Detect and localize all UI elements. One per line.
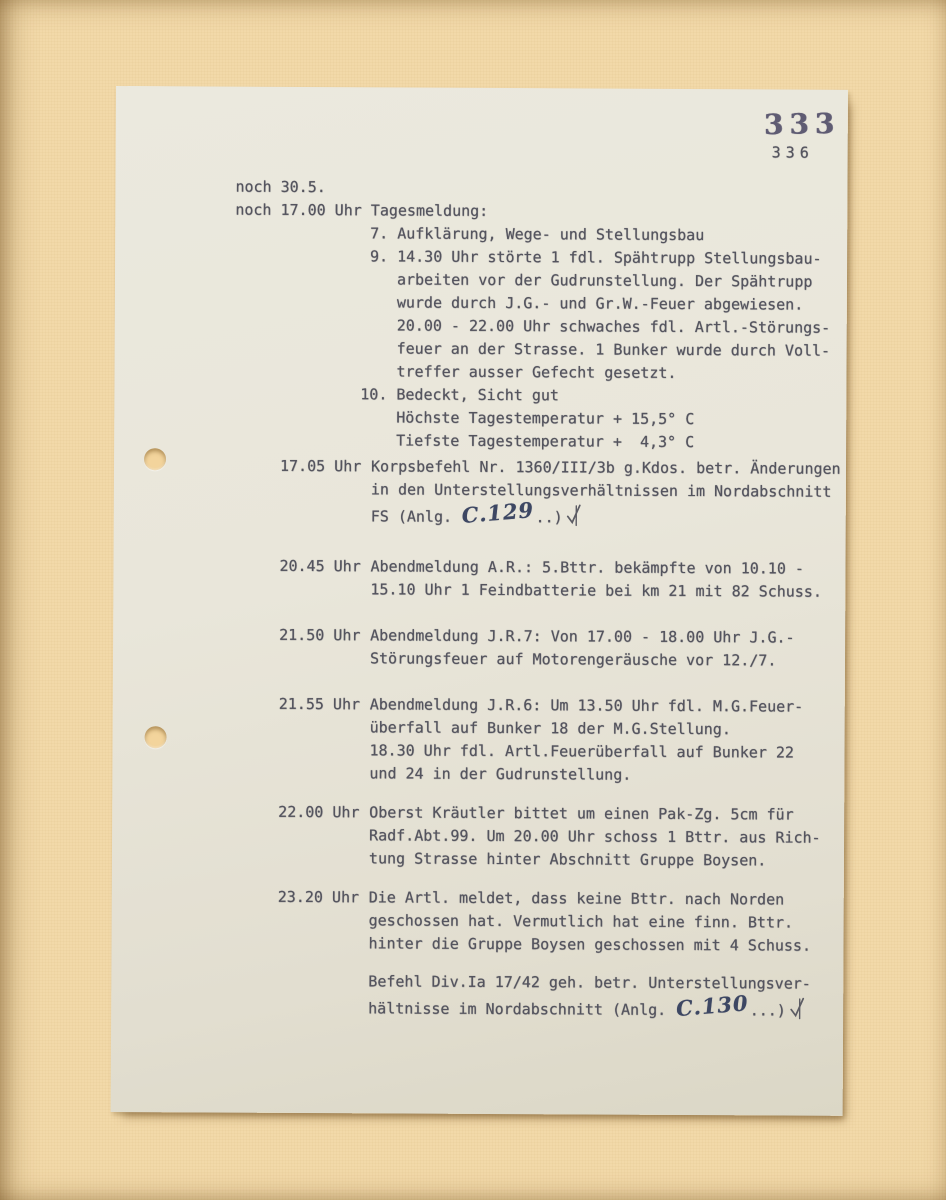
diary-entry (278, 801, 839, 873)
text-line: 18.30 Uhr fdl. Artl.Feuerüberfall auf Bunker 22 (369, 741, 795, 762)
text-line: Bedeckt, Sicht gut (396, 385, 559, 405)
handwritten-annotation: C.129 (461, 497, 536, 528)
item-lines (396, 383, 694, 454)
entry-time: 17.05 Uhr (279, 456, 362, 476)
continuation-report-line: noch 17.00 Uhr Tagesmeldung: (235, 200, 489, 220)
text-line: feuer an der Strasse. 1 Bunker wurde durch Voll- (396, 339, 831, 360)
text-line: Radf.Abt.99. Um 20.00 Uhr schoss 1 Bttr. aus Rich- (369, 826, 821, 847)
text-line: geschossen hat. Vermutlich hat eine finn. Bttr. (368, 911, 794, 932)
text-line: Die Artl. meldet, dass keine Bttr. nach Norden (368, 888, 785, 909)
stamped-page-number: 333 (763, 106, 841, 142)
tagesmeldung-item (234, 383, 830, 455)
diary-entry (277, 886, 838, 958)
text-line: Oberst Kräutler bittet um einen Pak-Zg. 5cm für (369, 803, 794, 824)
annotation-post-text: ..) (535, 508, 563, 527)
tagesmeldung-item (234, 245, 830, 386)
annotated-text-line (368, 990, 838, 1022)
entry-time: 23.20 Uhr (277, 887, 360, 907)
text-line: treffer ausser Gefecht gesetzt. (396, 362, 677, 382)
diary-entry (280, 455, 841, 531)
punch-hole (145, 726, 167, 748)
annotation-post-text: ...) (749, 1001, 786, 1020)
annotation-pre-text: FS (Anlg. (370, 507, 462, 526)
entry-time: 21.55 Uhr (278, 694, 361, 714)
punch-hole (144, 448, 166, 470)
text-line: Höchste Tagestemperatur + 15,5° C (396, 408, 695, 429)
entry-time: 22.00 Uhr (278, 802, 360, 822)
text-line: und 24 in der Gudrunstellung. (369, 764, 632, 784)
item-lines (397, 222, 704, 247)
diary-entry (278, 693, 839, 788)
check-mark-icon (566, 502, 583, 528)
text-line: überfall auf Bunker 18 der M.G.Stellung. (369, 718, 731, 739)
text-line: in den Unterstellungsverhältnissen im Nordabschnitt (370, 480, 832, 501)
text-line: Befehl Div.Ia 17/42 geh. betr. Unterstellungsver- (368, 972, 811, 993)
diary-entry (279, 624, 840, 673)
diary-entry (277, 970, 838, 1023)
tagesmeldung-list (234, 222, 831, 455)
text-line: Abendmeldung A.R.: 5.Bttr. bekämpfte von 10.10 - (370, 557, 805, 578)
text-line: Aufklärung, Wege- und Stellungsbau (397, 224, 705, 245)
typed-page-number: 336 (771, 143, 814, 162)
entry-time: 20.45 Uhr (279, 556, 361, 576)
annotated-text-line (370, 497, 841, 530)
continuation-header (234, 176, 831, 455)
item-lines (396, 245, 830, 385)
text-line: Störungsfeuer auf Motorengeräusche vor 12./7. (369, 649, 777, 670)
tagesmeldung-item (235, 222, 831, 248)
text-line: 15.10 Uhr 1 Feindbatterie bei km 21 mit 82 Schuss. (370, 580, 822, 601)
text-line: Tiefste Tagestemperatur + 4,3° C (396, 431, 695, 452)
text-line: Abendmeldung J.R.7: Von 17.00 - 18.00 Uhr J.G.- (370, 626, 795, 647)
text-line: 14.30 Uhr störte 1 fdl. Spähtrupp Stellungsbau- (397, 247, 822, 268)
annotation-pre-text: hältnisse im Nordabschnitt (Anlg. (368, 999, 676, 1019)
item-number: 10. (360, 385, 388, 404)
text-line: wurde durch J.G.- und Gr.W.-Feuer abgewiesen. (396, 293, 804, 314)
diary-entry (279, 555, 840, 604)
continuation-date-line: noch 30.5. (235, 177, 326, 197)
document-page (111, 86, 848, 1116)
item-number: 7. (370, 224, 389, 243)
text-line: Abendmeldung J.R.6: Um 13.50 Uhr fdl. M.G.Feuer- (369, 695, 804, 716)
text-line: hinter die Gruppe Boysen geschossen mit 4 Schuss. (368, 934, 812, 955)
check-mark-icon (789, 996, 806, 1022)
text-line: Korpsbefehl Nr. 1360/III/3b g.Kdos. betr. Änderungen (370, 457, 841, 478)
text-line: arbeiten vor der Gudrunstellung. Der Spähtrupp (396, 270, 813, 291)
diary-entries (277, 455, 841, 1023)
handwritten-annotation: C.130 (675, 990, 750, 1022)
item-number: 9. (370, 247, 389, 266)
entry-time: 21.50 Uhr (279, 625, 361, 645)
text-line: tung Strasse hinter Abschnitt Gruppe Boysen. (368, 849, 767, 870)
text-line: 20.00 - 22.00 Uhr schwaches fdl. Artl.-Störungs- (396, 316, 831, 337)
